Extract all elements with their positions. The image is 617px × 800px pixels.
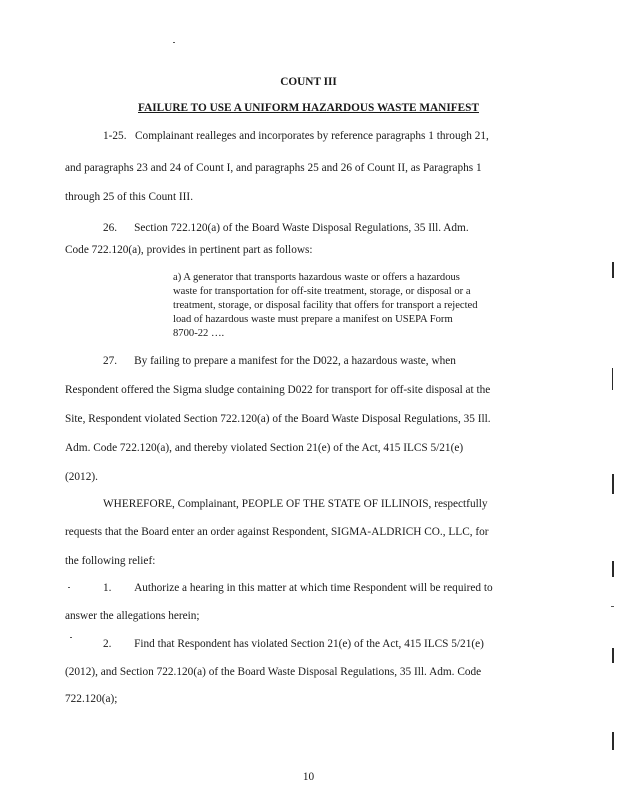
margin-change-bar [612,368,613,390]
paragraph-26-line-1: 26. Section 722.120(a) of the Board Waste Disposal Regulations, 35 Ill. Adm. [103,222,469,234]
wherefore-line-3: the following relief: [65,555,156,567]
paragraph-27-line-3: Site, Respondent violated Section 722.120(a) of the Board Waste Disposal Regulations, 35 Ill. [65,413,491,425]
margin-change-bar [612,474,614,494]
wherefore-line-1: WHEREFORE, Complainant, PEOPLE OF THE STATE OF ILLINOIS, respectfully [103,498,488,510]
scan-speck [70,637,72,638]
paragraph-1-25-line-2: and paragraphs 23 and 24 of Count I, and paragraphs 25 and 26 of Count II, as Paragraphs 1 [65,162,482,174]
paragraph-27-line-5: (2012). [65,471,98,483]
wherefore-line-2: requests that the Board enter an order against Respondent, SIGMA-ALDRICH CO., LLC, for [65,526,489,538]
quote-line-5: 8700-22 …. [173,328,225,339]
relief-1-line-1: 1. Authorize a hearing in this matter at which time Respondent will be required to [103,582,493,594]
margin-change-bar [612,732,614,750]
paragraph-26-line-2: Code 722.120(a), provides in pertinent part as follows: [65,244,313,256]
paragraph-27-line-1: 27. By failing to prepare a manifest for the D022, a hazardous waste, when [103,355,456,367]
relief-2-line-1: 2. Find that Respondent has violated Section 21(e) of the Act, 415 ILCS 5/21(e) [103,638,484,650]
margin-change-bar [612,262,614,278]
relief-1-line-2: answer the allegations herein; [65,610,200,622]
paragraph-27-line-4: Adm. Code 722.120(a), and thereby violated Section 21(e) of the Act, 415 ILCS 5/21(e) [65,442,464,454]
scan-speck [611,606,614,607]
paragraph-27-line-2: Respondent offered the Sigma sludge containing D022 for transport for off-site disposal at the [65,384,491,396]
quote-line-4: load of hazardous waste must prepare a manifest on USEPA Form [173,314,453,325]
quote-line-2: waste for transportation for off-site treatment, storage, or disposal or a [173,286,471,297]
margin-change-bar [612,561,614,577]
count-title: FAILURE TO USE A UNIFORM HAZARDOUS WASTE MANIFEST [138,102,479,114]
quote-line-1: a) A generator that transports hazardous waste or offers a hazardous [173,272,460,283]
quote-line-3: treatment, storage, or disposal facility that offers for transport a rejected [173,300,478,311]
paragraph-1-25-line-3: through 25 of this Count III. [65,191,194,203]
scan-speck [173,42,175,43]
scan-speck [68,587,70,588]
relief-2-line-2: (2012), and Section 722.120(a) of the Board Waste Disposal Regulations, 35 Ill. Adm. Code [65,666,482,678]
relief-2-line-3: 722.120(a); [65,693,118,705]
page-number: 10 [302,771,315,783]
count-heading: COUNT III [280,76,337,88]
paragraph-1-25-line-1: 1-25. Complainant realleges and incorporates by reference paragraphs 1 through 21, [103,130,489,142]
margin-change-bar [612,648,614,663]
